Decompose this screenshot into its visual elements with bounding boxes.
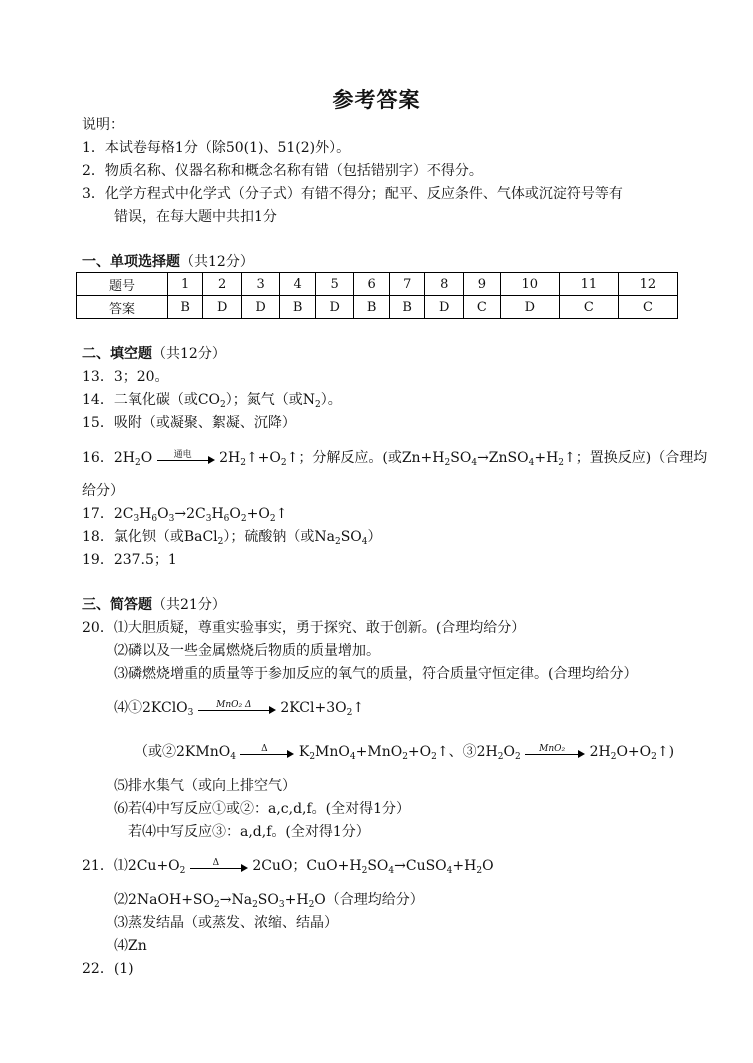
answer-21-1: 21．$⑴2Cu+O_2$ Δ 2CuO；$CuO+H_2SO_4\to CuSO_4+H_2O$: [82, 856, 494, 876]
section2-title: 二、填空题: [82, 346, 152, 362]
answer-13: 13．3；20。: [82, 369, 169, 385]
section1-points: （共12分）: [180, 254, 254, 270]
answer-19: 19．237.5；1: [82, 552, 177, 568]
table-cell: D: [500, 296, 559, 319]
answer-16-cont: 给分）: [82, 483, 124, 499]
answer-20-4: ⑷①2KClO$_3$ MnO₂ Δ $2KCl+3O_2↑$: [114, 698, 364, 718]
table-row-numbers: [77, 273, 678, 296]
section1-heading: [82, 253, 254, 271]
table-cell: C: [463, 296, 500, 319]
table-cell: 8: [425, 273, 463, 296]
answer-17: 17．$2C_3H_6O_3\to 2C_3H_6O_2+O_2↑$: [82, 506, 288, 524]
table-cell: D: [425, 296, 463, 319]
table-header-label: 题号: [77, 273, 168, 296]
table-cell: D: [241, 296, 279, 319]
table-cell: 9: [463, 273, 500, 296]
answer-14: 14．二氧化碳（或$CO_2$）；氮气（或$N_2$）。: [82, 392, 342, 410]
reaction-condition: MnO₂: [539, 744, 566, 754]
reaction-condition: Δ: [212, 858, 220, 868]
table-cell: 12: [618, 273, 677, 296]
table-cell: C: [618, 296, 677, 319]
table-cell: B: [167, 296, 203, 319]
table-row-answers: [77, 296, 678, 319]
answer-20-4b: （或②2KMnO$_4$ Δ $K_2MnO_4+MnO_2+O_2↑$、$③2H_2O_2$ MnO₂ $2H_2O+O_2↑$): [134, 742, 674, 762]
table-answer-label: 答案: [77, 296, 168, 319]
answer-20-1: 20．⑴大胆质疑，尊重实验事实，勇于探究、敢于创新。(合理均给分）: [82, 620, 526, 636]
reaction-arrow: [190, 856, 248, 876]
table-cell: 4: [280, 273, 316, 296]
reaction-arrow: [525, 742, 585, 762]
answer-21-4: ⑷Zn: [114, 938, 147, 954]
answer-20-3: ⑶磷燃烧增重的质量等于参加反应的氧气的质量，符合质量守恒定律。(合理均给分）: [114, 666, 638, 682]
reaction-condition: 通电: [173, 450, 192, 460]
answer-20-5: ⑸排水集气（或向上排空气）: [114, 778, 296, 794]
note-1: 1．本试卷每格1分（除50(1)、51(2)外）。: [82, 140, 351, 156]
answer-16: 16．$2H_2O$ 通电 $2H_2↑+O_2↑$；分解反应。(或$Zn+H_2SO_4\to ZnSO_4+H_2↑$；置换反应)（合理均: [82, 448, 707, 468]
answer-18: 18．氯化钡（或BaCl$_2$）；硫酸钠（或$Na_2SO_4$）: [82, 529, 382, 547]
answer-15: 15．吸附（或凝聚、絮凝、沉降）: [82, 415, 296, 431]
answer-21-3: ⑶蒸发结晶（或蒸发、浓缩、结晶）: [114, 915, 338, 931]
note-2: 2．物质名称、仪器名称和概念名称有错（包括错别字）不得分。: [82, 163, 483, 179]
table-cell: B: [354, 296, 390, 319]
table-cell: D: [315, 296, 353, 319]
section2-points: （共12分）: [152, 346, 226, 362]
reaction-condition: Δ: [261, 744, 268, 754]
table-cell: 10: [500, 273, 559, 296]
table-cell: 7: [389, 273, 425, 296]
answer-22: 22．(1): [82, 961, 134, 977]
table-cell: 5: [315, 273, 353, 296]
answer-20-6: ⑹若⑷中写反应①或②：a,c,d,f。(全对得1分）: [114, 801, 411, 817]
answer-20-2: ⑵磷以及一些金属燃烧后物质的质量增加。: [114, 643, 380, 659]
section3-title: 三、简答题: [82, 597, 152, 613]
notes-heading: 说明：: [82, 117, 124, 133]
reaction-arrow: [157, 448, 215, 468]
section2-heading: [82, 345, 226, 363]
section1-title: 一、单项选择题: [82, 254, 180, 270]
reaction-arrow: [198, 698, 276, 718]
section3-points: （共21分）: [152, 597, 226, 613]
table-cell: 1: [167, 273, 203, 296]
table-cell: C: [559, 296, 618, 319]
note-3-cont: 错误，在每大题中共扣1分: [114, 209, 277, 225]
table-cell: 3: [241, 273, 279, 296]
answer-20-6b: 若⑷中写反应③：a,d,f。(全对得1分）: [128, 824, 370, 840]
reaction-arrow: [240, 742, 294, 762]
table-cell: B: [280, 296, 316, 319]
table-cell: 6: [354, 273, 390, 296]
reaction-condition: MnO₂ Δ: [216, 700, 252, 710]
table-cell: B: [389, 296, 425, 319]
answer-21-2: $⑵2NaOH+SO_2\to Na_2SO_3+H_2O$（合理均给分）: [114, 892, 424, 910]
note-3: 3．化学方程式中化学式（分子式）有错不得分；配平、反应条件、气体或沉淀符号等有: [82, 186, 623, 202]
section3-heading: [82, 596, 226, 614]
answer-table: [76, 272, 678, 319]
table-cell: 2: [203, 273, 241, 296]
table-cell: 11: [559, 273, 618, 296]
page-title: 参考答案: [332, 87, 421, 112]
table-cell: D: [203, 296, 241, 319]
